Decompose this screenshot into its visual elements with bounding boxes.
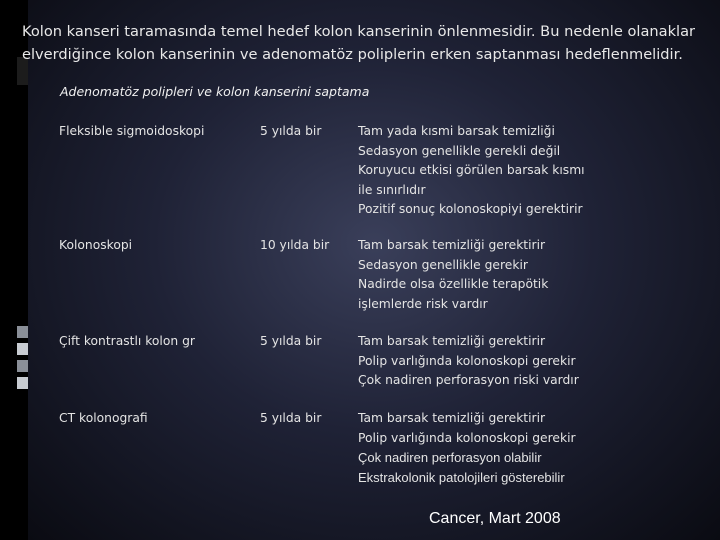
accent-square-gray-2	[17, 360, 28, 372]
accent-square-gray-1	[17, 326, 28, 338]
note-line: Polip varlığında kolonoskopi gerekir	[358, 353, 576, 368]
note-line: ile sınırlıdır	[358, 182, 426, 197]
intro-line-1: Kolon kanseri taramasında temel hedef kolon kanserinin önlenmesidir. Bu nedenle olanaklar	[22, 23, 696, 40]
interval-cell: 5 yılda bir	[260, 411, 322, 425]
note-line: Ekstrakolonik patolojileri gösterebilir	[358, 469, 565, 485]
note-line: Pozitif sonuç kolonoskopiyi gerektirir	[358, 202, 583, 216]
accent-square-light-2	[17, 377, 28, 389]
source-citation: Cancer, Mart 2008	[429, 510, 561, 527]
accent-square-light-1	[17, 343, 28, 355]
note-line: işlemlerde risk vardır	[358, 296, 488, 311]
method-cell: Fleksible sigmoidoskopi	[59, 124, 205, 138]
note-line: Çok nadiren perforasyon riski vardır	[358, 373, 579, 387]
note-line: Polip varlığında kolonoskopi gerekir	[358, 430, 576, 445]
note-line: Sedasyon genellikle gerekir	[358, 257, 528, 272]
note-line: Koruyucu etkisi görülen barsak kısmı	[358, 163, 585, 177]
note-line: Tam yada kısmi barsak temizliği	[358, 124, 555, 138]
method-cell: CT kolonografi	[59, 411, 148, 425]
interval-cell: 10 yılda bir	[260, 238, 330, 252]
note-line: Tam barsak temizliği gerektirir	[358, 334, 546, 348]
method-cell: Çift kontrastlı kolon gr	[59, 334, 195, 348]
note-line: Nadirde olsa özellikle terapötik	[358, 277, 549, 291]
left-margin	[0, 0, 28, 540]
interval-cell: 5 yılda bir	[260, 334, 322, 348]
note-line: Sedasyon genellikle gerekli değil	[358, 143, 561, 158]
interval-cell: 5 yılda bir	[260, 124, 322, 138]
note-line: Tam barsak temizliği gerektirir	[358, 411, 546, 425]
table-subtitle: Adenomatöz polipleri ve kolon kanserini saptama	[60, 84, 370, 99]
method-cell: Kolonoskopi	[59, 238, 133, 252]
intro-text	[22, 20, 718, 66]
intro-line-2: elverdiğince kolon kanserinin ve adenomatöz poliplerin erken saptanması hedeflenmelidir.	[22, 46, 683, 63]
notes-cell	[358, 332, 658, 391]
note-line: Çok nadiren perforasyon olabilir	[358, 450, 542, 465]
notes-cell	[358, 409, 658, 487]
note-line: Tam barsak temizliği gerektirir	[358, 238, 546, 252]
notes-cell	[358, 236, 658, 314]
notes-cell	[358, 122, 658, 220]
